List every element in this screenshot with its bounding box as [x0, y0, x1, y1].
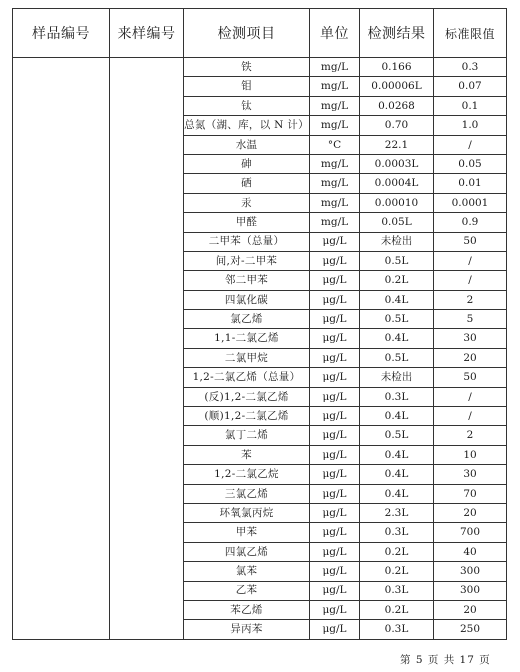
- unit-cell: mg/L: [310, 116, 360, 135]
- result-cell: 0.2L: [360, 600, 434, 619]
- result-cell: 0.2L: [360, 542, 434, 561]
- item-cell: 1,1-二氯乙烯: [184, 329, 310, 348]
- limit-cell: 2: [434, 426, 507, 445]
- unit-cell: μg/L: [310, 523, 360, 542]
- result-cell: 0.3L: [360, 387, 434, 406]
- unit-cell: mg/L: [310, 154, 360, 173]
- limit-cell: 50: [434, 368, 507, 387]
- limit-cell: 700: [434, 523, 507, 542]
- unit-cell: μg/L: [310, 581, 360, 600]
- unit-cell: μg/L: [310, 426, 360, 445]
- unit-cell: μg/L: [310, 503, 360, 522]
- item-cell: 钛: [184, 96, 310, 115]
- table-row: [13, 58, 507, 77]
- limit-cell: /: [434, 407, 507, 426]
- unit-cell: μg/L: [310, 368, 360, 387]
- item-cell: 汞: [184, 193, 310, 212]
- limit-cell: /: [434, 387, 507, 406]
- item-cell: 氯丁二烯: [184, 426, 310, 445]
- source-no-cell: [110, 58, 184, 640]
- limit-cell: 10: [434, 445, 507, 464]
- header-limit: 标准限值: [434, 9, 507, 58]
- unit-cell: μg/L: [310, 484, 360, 503]
- limit-cell: 0.9: [434, 213, 507, 232]
- item-cell: 1,2-二氯乙烯（总量）: [184, 368, 310, 387]
- limit-cell: 1.0: [434, 116, 507, 135]
- item-cell: 二甲苯（总量）: [184, 232, 310, 251]
- item-cell: 四氯化碳: [184, 290, 310, 309]
- item-cell: (反)1,2-二氯乙烯: [184, 387, 310, 406]
- header-result: 检测结果: [360, 9, 434, 58]
- sample-no-cell: [13, 58, 110, 640]
- limit-cell: 20: [434, 503, 507, 522]
- unit-cell: mg/L: [310, 96, 360, 115]
- item-cell: 环氧氯丙烷: [184, 503, 310, 522]
- result-cell: 0.0268: [360, 96, 434, 115]
- result-cell: 0.00010: [360, 193, 434, 212]
- unit-cell: μg/L: [310, 290, 360, 309]
- limit-cell: 2: [434, 290, 507, 309]
- item-cell: (顺)1,2-二氯乙烯: [184, 407, 310, 426]
- results-table: [12, 8, 507, 640]
- item-cell: 水温: [184, 135, 310, 154]
- limit-cell: 0.07: [434, 77, 507, 96]
- unit-cell: mg/L: [310, 174, 360, 193]
- item-cell: 砷: [184, 154, 310, 173]
- unit-cell: μg/L: [310, 232, 360, 251]
- item-cell: 乙苯: [184, 581, 310, 600]
- unit-cell: μg/L: [310, 620, 360, 639]
- result-cell: 2.3L: [360, 503, 434, 522]
- limit-cell: 0.01: [434, 174, 507, 193]
- result-cell: 0.5L: [360, 426, 434, 445]
- item-cell: 间,对-二甲苯: [184, 251, 310, 270]
- result-cell: 0.4L: [360, 329, 434, 348]
- item-cell: 邻二甲苯: [184, 271, 310, 290]
- limit-cell: 0.05: [434, 154, 507, 173]
- limit-cell: 300: [434, 562, 507, 581]
- result-cell: 未检出: [360, 368, 434, 387]
- unit-cell: mg/L: [310, 213, 360, 232]
- result-cell: 0.2L: [360, 271, 434, 290]
- item-cell: 钼: [184, 77, 310, 96]
- item-cell: 氯苯: [184, 562, 310, 581]
- unit-cell: μg/L: [310, 542, 360, 561]
- item-cell: 二氯甲烷: [184, 348, 310, 367]
- unit-cell: μg/L: [310, 465, 360, 484]
- limit-cell: 250: [434, 620, 507, 639]
- limit-cell: 0.1: [434, 96, 507, 115]
- result-cell: 0.5L: [360, 310, 434, 329]
- limit-cell: 300: [434, 581, 507, 600]
- unit-cell: μg/L: [310, 562, 360, 581]
- result-cell: 0.5L: [360, 251, 434, 270]
- result-cell: 0.0003L: [360, 154, 434, 173]
- limit-cell: 70: [434, 484, 507, 503]
- result-cell: 未检出: [360, 232, 434, 251]
- header-item: 检测项目: [184, 9, 310, 58]
- limit-cell: /: [434, 135, 507, 154]
- unit-cell: μg/L: [310, 387, 360, 406]
- item-cell: 总氮（湖、库，以 N 计）: [184, 116, 310, 135]
- limit-cell: 20: [434, 600, 507, 619]
- item-cell: 苯: [184, 445, 310, 464]
- result-cell: 0.00006L: [360, 77, 434, 96]
- limit-cell: /: [434, 271, 507, 290]
- item-cell: 1,2-二氯乙烷: [184, 465, 310, 484]
- page-number: 第 5 页 共 17 页: [400, 654, 491, 666]
- header-unit: 单位: [310, 9, 360, 58]
- result-cell: 0.3L: [360, 581, 434, 600]
- limit-cell: 40: [434, 542, 507, 561]
- limit-cell: 0.3: [434, 58, 507, 77]
- unit-cell: μg/L: [310, 600, 360, 619]
- unit-cell: mg/L: [310, 193, 360, 212]
- table-header-row: [13, 9, 507, 58]
- unit-cell: mg/L: [310, 77, 360, 96]
- limit-cell: 0.0001: [434, 193, 507, 212]
- limit-cell: 30: [434, 465, 507, 484]
- result-cell: 22.1: [360, 135, 434, 154]
- result-cell: 0.4L: [360, 484, 434, 503]
- result-cell: 0.3L: [360, 620, 434, 639]
- limit-cell: 30: [434, 329, 507, 348]
- unit-cell: μg/L: [310, 348, 360, 367]
- limit-cell: /: [434, 251, 507, 270]
- unit-cell: μg/L: [310, 310, 360, 329]
- item-cell: 异丙苯: [184, 620, 310, 639]
- result-cell: 0.0004L: [360, 174, 434, 193]
- result-cell: 0.166: [360, 58, 434, 77]
- result-cell: 0.5L: [360, 348, 434, 367]
- result-cell: 0.4L: [360, 465, 434, 484]
- limit-cell: 50: [434, 232, 507, 251]
- limit-cell: 5: [434, 310, 507, 329]
- result-cell: 0.2L: [360, 562, 434, 581]
- unit-cell: mg/L: [310, 58, 360, 77]
- item-cell: 四氯乙烯: [184, 542, 310, 561]
- item-cell: 氯乙烯: [184, 310, 310, 329]
- unit-cell: μg/L: [310, 271, 360, 290]
- result-cell: 0.4L: [360, 445, 434, 464]
- result-cell: 0.4L: [360, 290, 434, 309]
- unit-cell: μg/L: [310, 329, 360, 348]
- header-source-no: 来样编号: [110, 9, 184, 58]
- item-cell: 硒: [184, 174, 310, 193]
- result-cell: 0.3L: [360, 523, 434, 542]
- item-cell: 铁: [184, 58, 310, 77]
- table-body: [13, 58, 507, 640]
- item-cell: 甲醛: [184, 213, 310, 232]
- limit-cell: 20: [434, 348, 507, 367]
- unit-cell: μg/L: [310, 407, 360, 426]
- result-cell: 0.4L: [360, 407, 434, 426]
- unit-cell: μg/L: [310, 251, 360, 270]
- item-cell: 苯乙烯: [184, 600, 310, 619]
- result-cell: 0.05L: [360, 213, 434, 232]
- item-cell: 甲苯: [184, 523, 310, 542]
- unit-cell: μg/L: [310, 445, 360, 464]
- header-sample-no: 样品编号: [13, 9, 110, 58]
- item-cell: 三氯乙烯: [184, 484, 310, 503]
- result-cell: 0.70: [360, 116, 434, 135]
- unit-cell: °C: [310, 135, 360, 154]
